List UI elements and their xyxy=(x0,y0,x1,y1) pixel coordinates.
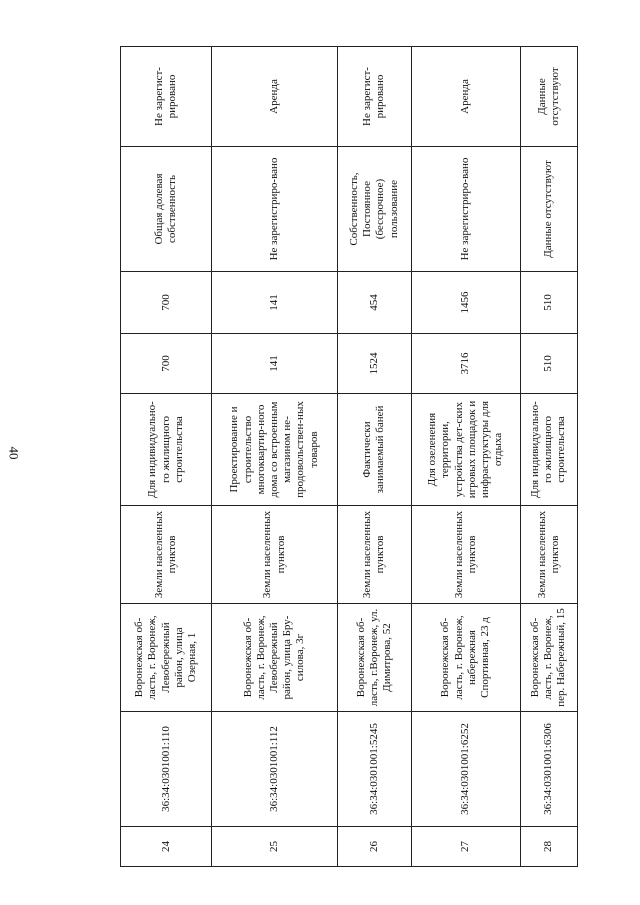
cadastral-number: 36:34:0301001:110 xyxy=(121,712,212,827)
land-category: Земли населенных пунктов xyxy=(520,506,577,604)
right-type: Не зарегистриро-вано xyxy=(212,147,337,272)
address: Воронежская об-ласть, г. Воронеж, Левобережный район, улица Озерная, 1 xyxy=(121,604,212,712)
row-number: 27 xyxy=(412,827,520,867)
encumbrance: Аренда xyxy=(412,47,520,147)
land-category: Земли населенных пунктов xyxy=(337,506,411,604)
area-used: 510 xyxy=(520,272,577,334)
table-row xyxy=(412,47,520,867)
cadastral-number: 36:34:0301001:5245 xyxy=(337,712,411,827)
area-total: 700 xyxy=(121,334,212,394)
encumbrance: Не зарегист-рировано xyxy=(121,47,212,147)
row-number: 28 xyxy=(520,827,577,867)
area-used: 454 xyxy=(337,272,411,334)
area-used: 700 xyxy=(121,272,212,334)
cadastral-number: 36:34:0301001:6306 xyxy=(520,712,577,827)
permitted-use: Проектирование и строительство многоквартир-ного дома со встроенным магазином не-продовольствен-ных товаров xyxy=(212,394,337,506)
encumbrance: Данные отсутствуют xyxy=(520,47,577,147)
address: Воронежская об-ласть, г. Воронеж, набережная Спортивная, 23 д xyxy=(412,604,520,712)
area-total: 1524 xyxy=(337,334,411,394)
encumbrance: Не зарегист-рировано xyxy=(337,47,411,147)
encumbrance: Аренда xyxy=(212,47,337,147)
land-category: Земли населенных пунктов xyxy=(412,506,520,604)
address: Воронежская об-ласть, г.Воронеж, ул. Димитрова, 52 xyxy=(337,604,411,712)
area-total: 3716 xyxy=(412,334,520,394)
permitted-use: Для индивидуально-го жилищного строительства xyxy=(520,394,577,506)
permitted-use: Для индивидуально-го жилищного строительства xyxy=(121,394,212,506)
row-number: 25 xyxy=(212,827,337,867)
table-row xyxy=(337,47,411,867)
rotated-page-area xyxy=(26,0,640,905)
right-type: Не зарегистриро-вано xyxy=(412,147,520,272)
cadastral-number: 36:34:0301001:112 xyxy=(212,712,337,827)
landscape-content xyxy=(26,0,640,905)
land-plots-table xyxy=(120,46,578,867)
right-type: Данные отсутствуют xyxy=(520,147,577,272)
area-total: 510 xyxy=(520,334,577,394)
address: Воронежская об-ласть, г. Воронеж, пер. Набережный, 15 xyxy=(520,604,577,712)
land-category: Земли населенных пунктов xyxy=(212,506,337,604)
permitted-use: Для озеленения территории, устройства дет-ских игровых площадок и инфраструктуры для отдыха xyxy=(412,394,520,506)
page-number-text: 40 xyxy=(6,446,21,459)
right-type: Общая долевая собственность xyxy=(121,147,212,272)
address: Воронежская об-ласть, г. Воронеж, Левобережный район, улица Бру-силова, 3г xyxy=(212,604,337,712)
page-number xyxy=(0,0,26,905)
area-used: 1456 xyxy=(412,272,520,334)
permitted-use: Фактически занимаемый баней xyxy=(337,394,411,506)
right-type: Собственность, Постоянное (бессрочное) пользование xyxy=(337,147,411,272)
land-category: Земли населенных пунктов xyxy=(121,506,212,604)
area-used: 141 xyxy=(212,272,337,334)
table-row xyxy=(520,47,577,867)
table-row xyxy=(212,47,337,867)
area-total: 141 xyxy=(212,334,337,394)
table-row xyxy=(121,47,212,867)
row-number: 26 xyxy=(337,827,411,867)
cadastral-number: 36:34:0301001:6252 xyxy=(412,712,520,827)
row-number: 24 xyxy=(121,827,212,867)
